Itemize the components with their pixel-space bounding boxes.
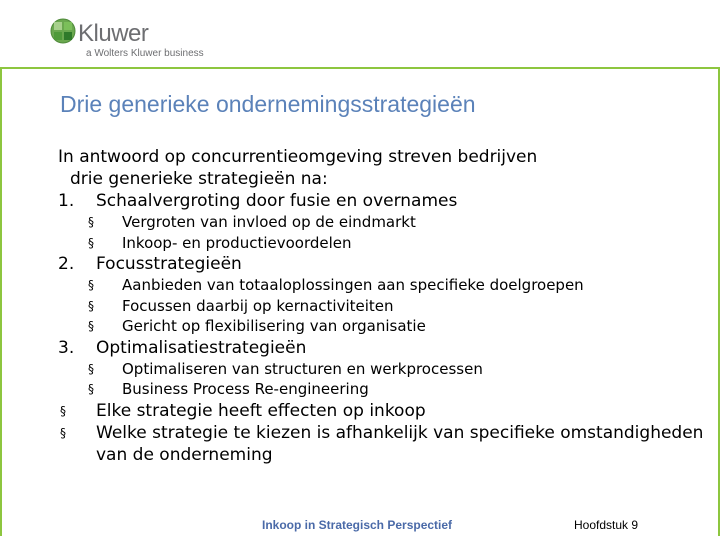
sub-item-text: Focussen daarbij op kernactiviteiten [122, 296, 394, 315]
item-label: Focusstrategieën [96, 254, 242, 274]
sub-item-text: Gericht op flexibilisering van organisatie [122, 317, 426, 335]
bullet-icon: § [60, 403, 66, 418]
numbered-item-2 [58, 253, 708, 275]
intro-line-2: drie generieke strategieën na: [70, 169, 328, 189]
sub-item-text: Optimaliseren van structuren en werkprocessen [122, 359, 483, 378]
item-label: Optimalisatiestrategieën [96, 337, 307, 358]
sub-item [58, 275, 708, 296]
sub-item-text: Inkoop- en productievoordelen [122, 233, 352, 252]
sub-item [58, 379, 708, 400]
sub-item [58, 212, 708, 233]
main-bullet-item [58, 400, 708, 422]
footer-book-title: Inkoop in Strategisch Perspectief [262, 518, 453, 532]
numbered-item-3 [58, 337, 708, 359]
bullet-icon: § [88, 215, 94, 229]
bullet-icon: § [88, 319, 94, 333]
sub-item-text: Business Process Re-engineering [122, 380, 369, 398]
kluwer-globe-icon [50, 18, 76, 44]
bullet-icon: § [88, 278, 94, 292]
bullet-icon: § [88, 361, 94, 376]
sub-item-text: Vergroten van invloed op de eindmarkt [122, 213, 416, 231]
item-number: 3. [58, 337, 75, 358]
bullet-icon: § [88, 382, 94, 396]
slide-title: Drie generieke ondernemingsstrategieën [60, 91, 476, 117]
logo-tagline: a Wolters Kluwer business [86, 48, 204, 59]
bullet-icon: § [60, 425, 66, 440]
main-bullet-item [58, 422, 708, 466]
numbered-item-1 [58, 190, 708, 212]
sub-item [58, 233, 708, 254]
bullet-text: Elke strategie heeft effecten op inkoop [96, 400, 426, 421]
bullet-text: Welke strategie te kiezen is afhankelijk van specifieke omstandigheden van de onderneming [96, 422, 704, 465]
slide-content [58, 146, 708, 466]
item-label: Schaalvergroting door fusie en overnames [96, 191, 458, 211]
bullet-icon: § [88, 298, 94, 313]
sub-item-text: Aanbieden van totaaloplossingen aan specifieke doelgroepen [122, 276, 584, 294]
sub-item [58, 359, 708, 380]
footer-chapter: Hoofdstuk 9 [574, 518, 639, 532]
intro-line-1: In antwoord op concurrentieomgeving streven bedrijven [58, 147, 538, 167]
item-number: 2. [58, 254, 75, 274]
sub-item [58, 296, 708, 317]
kluwer-logo [50, 18, 220, 63]
bullet-icon: § [88, 235, 94, 250]
logo-name: Kluwer [78, 20, 149, 47]
sub-item [58, 316, 708, 337]
intro-text [58, 146, 708, 190]
item-number: 1. [58, 191, 75, 211]
